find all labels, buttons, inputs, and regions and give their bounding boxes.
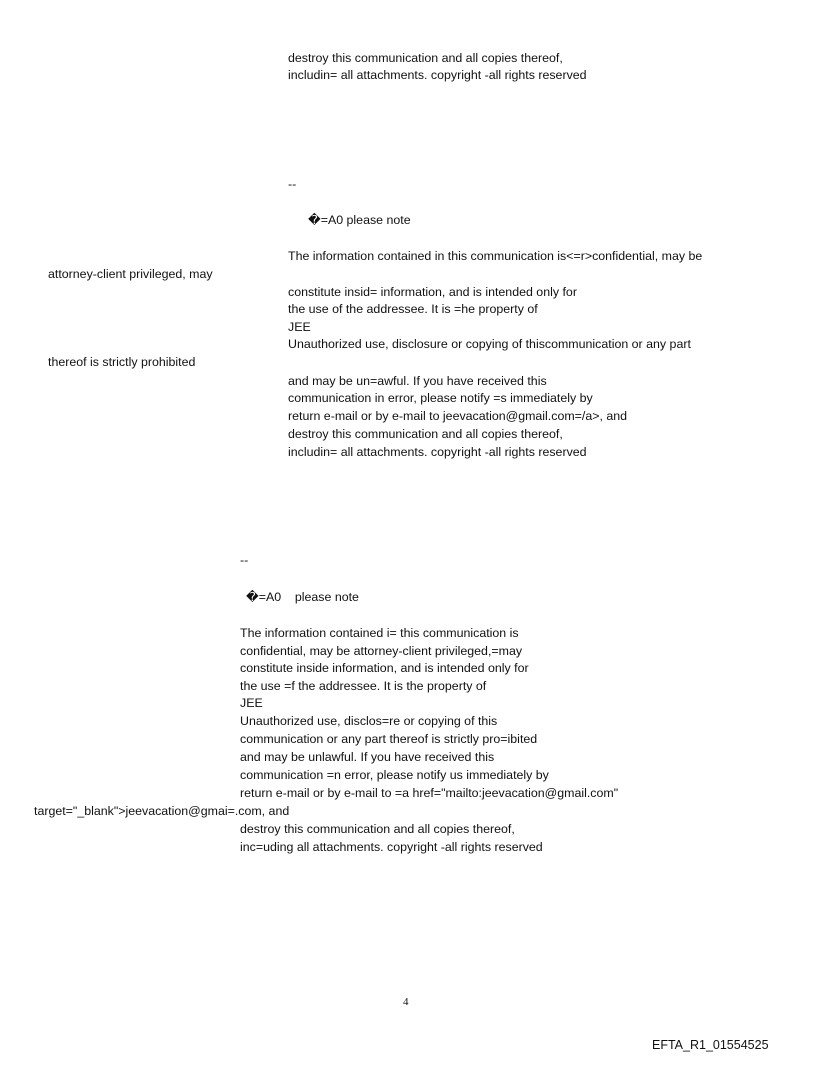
section3-line-10: return e-mail or by e-mail to =a href="mailto:jeevacation@gmail.com"	[240, 786, 619, 800]
section2-line-9: communication in error, please notify =s immediately by	[288, 391, 593, 405]
section2-line-5: JEE	[288, 320, 311, 334]
section3-separator: --	[240, 553, 249, 567]
section3-line-9: communication =n error, please notify us immediately by	[240, 768, 549, 782]
section1-line-1: destroy this communication and all copies thereof,	[288, 51, 563, 65]
section1-line-2: includin= all attachments. copyright -all rights reserved	[288, 68, 587, 82]
section2-line-10: return e-mail or by e-mail to jeevacation@gmail.com=/a>, and	[288, 409, 628, 423]
section2-line-2: attorney-client privileged, may	[48, 267, 213, 281]
section3-line-6: Unauthorized use, disclos=re or copying of this	[240, 714, 498, 728]
section2-line-6: Unauthorized use, disclosure or copying of thiscommunication or any part	[288, 337, 691, 351]
section2-line-8: and may be un=awful. If you have received this	[288, 374, 547, 388]
section2-line-12: includin= all attachments. copyright -all rights reserved	[288, 445, 587, 459]
section2-separator: --	[288, 177, 297, 191]
section3-line-11: target="_blank">jeevacation@gmai=.com, and	[34, 804, 290, 818]
section3-line-8: and may be unlawful. If you have received this	[240, 750, 495, 764]
section3-line-2: confidential, may be attorney-client privileged,=may	[240, 644, 523, 658]
section3-note: �=A0 please note	[246, 590, 359, 604]
section2-line-1: The information contained in this communication is<=r>confidential, may be	[288, 249, 703, 263]
section2-line-11: destroy this communication and all copies thereof,	[288, 427, 563, 441]
section2-note: �=A0 please note	[308, 213, 411, 227]
page-number: 4	[403, 996, 409, 1008]
section3-line-13: inc=uding all attachments. copyright -all rights reserved	[240, 840, 543, 854]
section2-line-4: the use of the addressee. It is =he property of	[288, 302, 538, 316]
section3-line-4: the use =f the addressee. It is the property of	[240, 679, 487, 693]
section2-line-7: thereof is strictly prohibited	[48, 355, 196, 369]
section3-line-5: JEE	[240, 696, 263, 710]
section3-line-1: The information contained i= this communication is	[240, 626, 519, 640]
document-id: EFTA_R1_01554525	[652, 1038, 769, 1052]
section3-line-3: constitute inside information, and is intended only for	[240, 661, 529, 675]
section3-line-7: communication or any part thereof is strictly pro=ibited	[240, 732, 538, 746]
section2-line-3: constitute insid= information, and is intended only for	[288, 285, 577, 299]
section3-line-12: destroy this communication and all copies thereof,	[240, 822, 515, 836]
